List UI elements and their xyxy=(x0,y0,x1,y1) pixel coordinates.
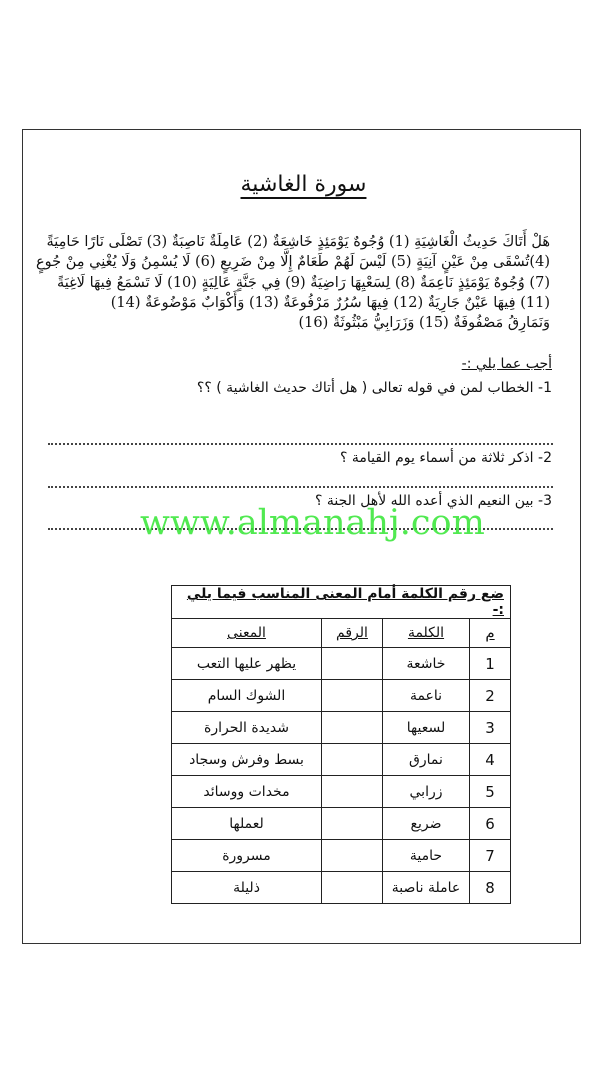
answer-line-1 xyxy=(48,443,553,445)
row-num: 7 xyxy=(470,840,511,872)
table-row xyxy=(172,680,511,712)
row-meaning: يظهر عليها التعب xyxy=(172,648,322,680)
row-num: 4 xyxy=(470,744,511,776)
answer-cell[interactable] xyxy=(322,712,383,744)
row-meaning: ذليلة xyxy=(172,872,322,904)
row-word: خاشعة xyxy=(383,648,470,680)
table-row xyxy=(172,712,511,744)
row-meaning: لعملها xyxy=(172,808,322,840)
verse-line: (4)تُسْقَى مِنْ عَيْنٍ آنِيَةٍ (5) لَيْسَ لَهُمْ طَعَامٌ إِلَّا مِنْ ضَرِيعٍ (6) لَا يُسْمِنُ وَلَا يُغْنِي مِنْ جُوعٍ xyxy=(36,254,550,271)
surah-title: سورة الغاشية xyxy=(240,172,367,197)
row-meaning: شديدة الحرارة xyxy=(172,712,322,744)
header-answer: الرقم xyxy=(322,619,383,648)
question-3: 3- بين النعيم الذي أعده الله لأهل الجنة ؟ xyxy=(314,493,552,509)
row-num: 2 xyxy=(470,680,511,712)
row-num: 6 xyxy=(470,808,511,840)
header-num: م xyxy=(470,619,511,648)
row-meaning: بسط وفرش وسجاد xyxy=(172,744,322,776)
table-row xyxy=(172,840,511,872)
row-meaning: مسرورة xyxy=(172,840,322,872)
table-row xyxy=(172,776,511,808)
table-instruction: ضع رقم الكلمة أمام المعنى المناسب فيما يلي :- xyxy=(172,586,511,619)
verse-line: (7) وُجُوهٌ يَوْمَئِذٍ نَاعِمَةٌ (8) لِسَعْيِهَا رَاضِيَةٌ (9) فِي جَنَّةٍ عَالِيَةٍ (10) لَا تَسْمَعُ فِيهَا لَاغِيَةً xyxy=(56,274,550,291)
table-row xyxy=(172,872,511,904)
row-num: 8 xyxy=(470,872,511,904)
row-meaning: مخدات ووسائد xyxy=(172,776,322,808)
row-word: نمارق xyxy=(383,744,470,776)
answer-cell[interactable] xyxy=(322,872,383,904)
verses-block xyxy=(36,232,550,333)
row-num: 1 xyxy=(470,648,511,680)
answer-cell[interactable] xyxy=(322,808,383,840)
row-word: حامية xyxy=(383,840,470,872)
verse-line: وَنَمَارِقُ مَصْفُوفَةٌ (15) وَزَرَابِيُّ مَبْثُوثَةٌ (16) xyxy=(298,315,550,332)
question-2: 2- اذكر ثلاثة من أسماء يوم القيامة ؟ xyxy=(340,450,552,466)
answer-line-2 xyxy=(48,486,553,488)
row-num: 5 xyxy=(470,776,511,808)
row-meaning: الشوك السام xyxy=(172,680,322,712)
table-row xyxy=(172,648,511,680)
vocabulary-table xyxy=(171,585,511,904)
row-word: زرابي xyxy=(383,776,470,808)
row-num: 3 xyxy=(470,712,511,744)
row-word: ناعمة xyxy=(383,680,470,712)
answer-cell[interactable] xyxy=(322,680,383,712)
header-meaning: المعنى xyxy=(172,619,322,648)
answer-cell[interactable] xyxy=(322,744,383,776)
verse-line: (11) فِيهَا عَيْنٌ جَارِيَةٌ (12) فِيهَا سُرُرٌ مَرْفُوعَةٌ (13) وَأَكْوَابٌ مَوْضُوعَةٌ (14) xyxy=(110,294,550,311)
answer-cell[interactable] xyxy=(322,840,383,872)
answer-cell[interactable] xyxy=(322,776,383,808)
table-row xyxy=(172,744,511,776)
answer-cell[interactable] xyxy=(322,648,383,680)
row-word: عاملة ناصبة xyxy=(383,872,470,904)
verse-line: هَلْ أَتَاكَ حَدِيثُ الْغَاشِيَةِ (1) وُجُوهٌ يَوْمَئِذٍ خَاشِعَةٌ (2) عَامِلَةٌ نَاصِبَةٌ (3) تَصْلَى نَارًا حَامِيَةً xyxy=(46,234,550,250)
question-1: 1- الخطاب لمن في قوله تعالى ( هل أتاك حديث الغاشية ) ؟؟ xyxy=(196,380,552,396)
table-row xyxy=(172,808,511,840)
questions-heading: أجب عما يلي :- xyxy=(461,356,552,372)
header-word: الكلمة xyxy=(383,619,470,648)
watermark: www.almanahj.com xyxy=(140,503,485,543)
row-word: ضريع xyxy=(383,808,470,840)
row-word: لسعيها xyxy=(383,712,470,744)
